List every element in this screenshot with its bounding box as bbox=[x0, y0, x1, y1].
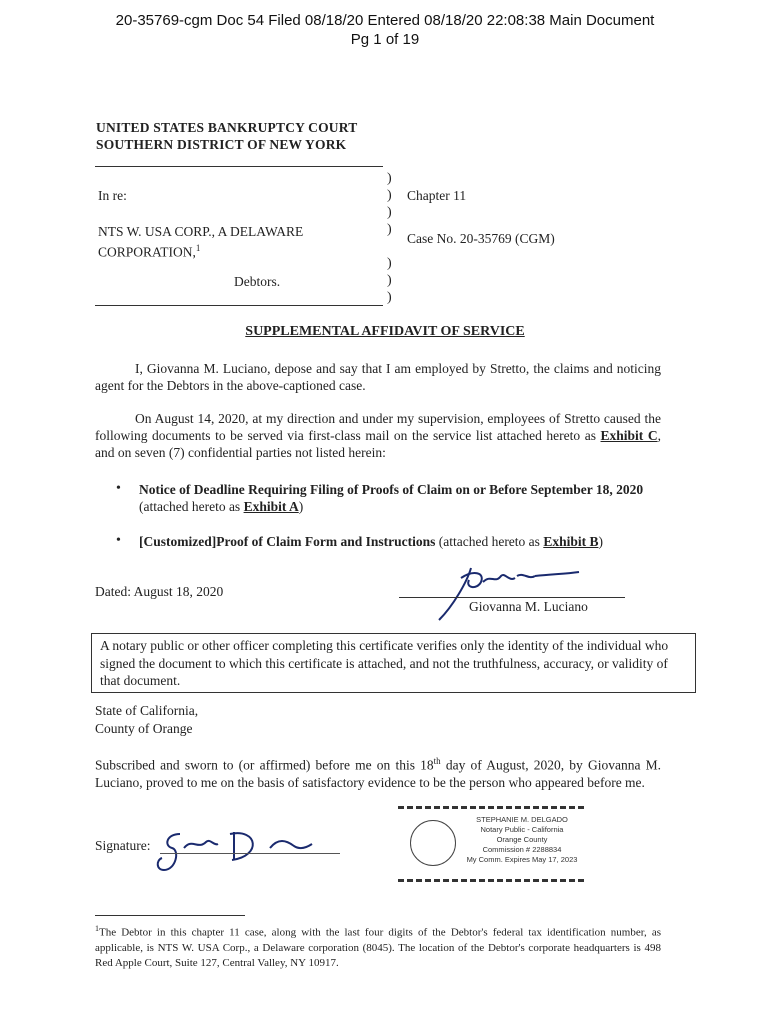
affiant-name: Giovanna M. Luciano bbox=[469, 599, 588, 614]
case-number: Case No. 20-35769 (CGM) bbox=[407, 231, 555, 246]
debtor-name-line1: NTS W. USA CORP., A DELAWARE bbox=[98, 224, 304, 239]
stamp-expiration: My Comm. Expires May 17, 2023 bbox=[466, 855, 578, 864]
bullet-marker: • bbox=[116, 533, 121, 548]
footnote-number: 1 bbox=[95, 924, 99, 933]
served-document-notice: Notice of Deadline Requiring Filing of Proofs of Claim on or Before September 18, 2020 (attached hereto as Exhibit A) bbox=[139, 482, 644, 514]
in-re-label: In re: bbox=[98, 188, 127, 203]
footnote-marker: 1 bbox=[195, 243, 201, 253]
venue-state: State of California, bbox=[95, 703, 199, 718]
notary-seal-icon bbox=[410, 820, 456, 866]
caption-paren: ) bbox=[387, 290, 392, 305]
paragraph-employment: I, Giovanna M. Luciano, depose and say that I am employed by Stretto, the claims and noticing agent for the Debtors in the above-captioned case. bbox=[95, 361, 661, 393]
caption-paren: ) bbox=[387, 205, 392, 220]
footnote-rule bbox=[95, 915, 245, 916]
caption-paren: ) bbox=[387, 273, 392, 288]
exhibit-c-ref: Exhibit C bbox=[600, 428, 658, 443]
notary-stamp-text bbox=[462, 815, 582, 865]
exhibit-a-ref: Exhibit A bbox=[243, 499, 299, 514]
jurat-paragraph: Subscribed and sworn to (or affirmed) before me on this 18th day of August, 2020, by Giovanna M. Luciano, proved to me on the basis of satisfactory evidence to be the person who appeared before me. bbox=[95, 756, 662, 790]
exhibit-b-ref: Exhibit B bbox=[543, 534, 599, 549]
document-title: SUPPLEMENTAL AFFIDAVIT OF SERVICE bbox=[245, 324, 525, 339]
dated-line: Dated: August 18, 2020 bbox=[95, 584, 224, 599]
court-name bbox=[96, 119, 357, 153]
court-name-line2: SOUTHERN DISTRICT OF NEW YORK bbox=[96, 137, 347, 152]
paragraph-service: On August 14, 2020, at my direction and under my supervision, employees of Stretto caused the following documents to be served via first-class mail on the service list attached hereto as Exhibit C, and on seven (7) confidential parties not listed herein: bbox=[95, 411, 661, 460]
served-document-proof-of-claim: [Customized]Proof of Claim Form and Instructions (attached hereto as Exhibit B) bbox=[139, 534, 603, 549]
stamp-county: Orange County bbox=[496, 835, 548, 844]
chapter-label: Chapter 11 bbox=[407, 188, 467, 203]
stamp-commission: Commission # 2288834 bbox=[482, 845, 562, 854]
caption-top-rule bbox=[95, 166, 383, 167]
debtor-name bbox=[98, 223, 303, 261]
venue-county: County of Orange bbox=[95, 721, 193, 736]
notary-notice-text: A notary public or other officer completing this certificate verifies only the identity of the individual who signed the document to which this certificate is attached, and not the truthfulness, accuracy, or validity of that document. bbox=[100, 638, 669, 688]
caption-paren: ) bbox=[387, 256, 392, 271]
bullet-marker: • bbox=[116, 481, 121, 496]
caption-paren: ) bbox=[387, 171, 392, 186]
stamp-notary-title: Notary Public - California bbox=[480, 825, 564, 834]
stamp-notary-name: STEPHANIE M. DELGADO bbox=[476, 815, 568, 824]
court-name-line1: UNITED STATES BANKRUPTCY COURT bbox=[96, 120, 358, 135]
page-number: Pg 1 of 19 bbox=[350, 31, 420, 48]
caption-paren: ) bbox=[387, 188, 392, 203]
caption-bottom-rule bbox=[95, 305, 383, 306]
footnote bbox=[95, 921, 661, 971]
debtor-name-line2: CORPORATION,$^1$ bbox=[98, 243, 201, 260]
venue bbox=[95, 702, 198, 738]
debtors-label: Debtors. bbox=[234, 274, 281, 289]
caption-paren: ) bbox=[387, 222, 392, 237]
notary-signature-rule bbox=[160, 853, 340, 854]
footnote-text: The Debtor in this chapter 11 case, along with the last four digits of the Debtor's federal tax identification number, as applicable, is NTS W. USA Corp., a Delaware corporation (8045). The location of the Debtor's corporate headquarters is 498 Red Apple Court, Suite 127, Central Valley, NY 10917. bbox=[95, 926, 661, 969]
notary-signature bbox=[150, 826, 320, 876]
docket-header: 20-35769-cgm Doc 54 Filed 08/18/20 Entered 08/18/20 22:08:38 Main Document bbox=[115, 12, 655, 29]
signature-label: Signature: bbox=[95, 838, 151, 853]
